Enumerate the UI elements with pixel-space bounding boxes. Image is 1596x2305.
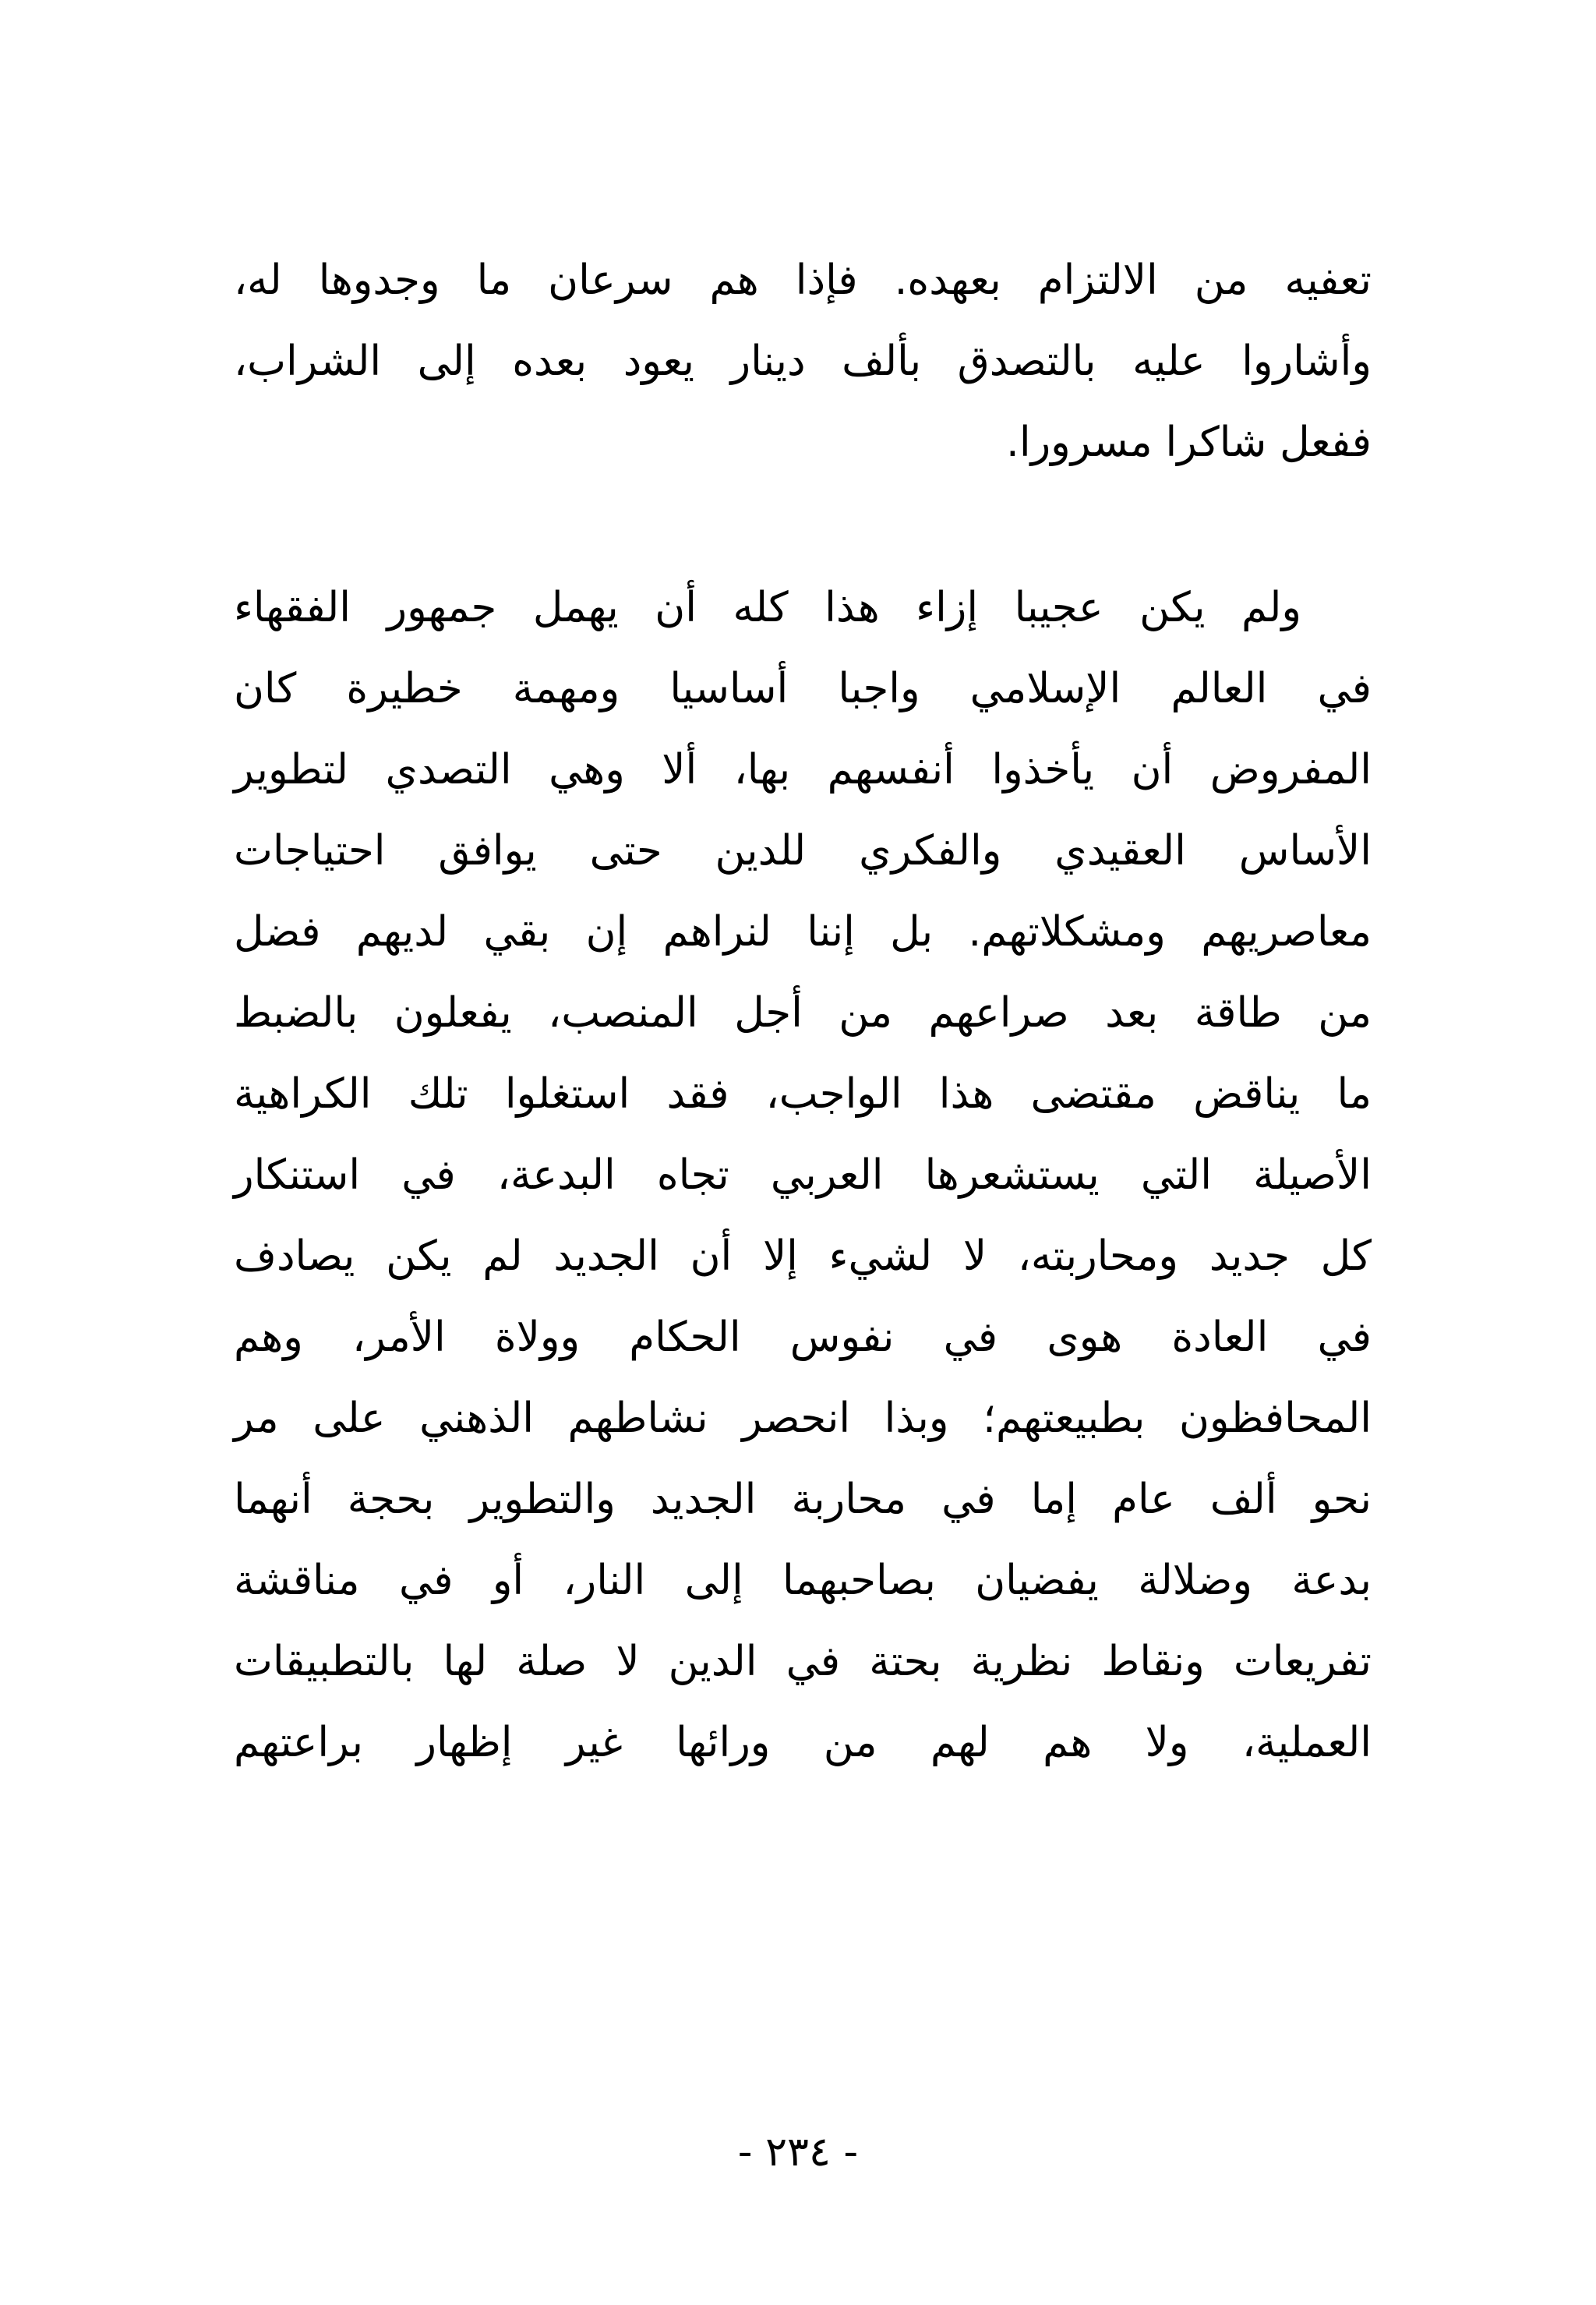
text-line: العملية، ولا هم لهم من ورائها غير إظهار براعتهم xyxy=(234,1719,1372,1766)
text-line: من طاقة بعد صراعهم من أجل المنصب، يفعلون بالضبط xyxy=(234,989,1372,1037)
text-line: ففعل شاكرا مسرورا. xyxy=(1006,419,1372,466)
text-line: الأساس العقيدي والفكري للدين حتى يوافق احتياجات xyxy=(234,827,1372,875)
text-line: في العادة هوى في نفوس الحكام وولاة الأمر، وهم xyxy=(234,1313,1372,1361)
text-line: وأشاروا عليه بالتصدق بألف دينار يعود بعده إلى الشراب، xyxy=(234,338,1372,385)
paragraph-2 xyxy=(234,567,1372,1784)
text-line: المفروض أن يأخذوا أنفسهم بها، ألا وهي التصدي لتطوير xyxy=(234,746,1372,794)
text-line: نحو ألف عام إما في محاربة الجديد والتطوير بحجة أنهما xyxy=(234,1476,1372,1523)
paragraph-1 xyxy=(234,240,1372,483)
page-number: - ٢٣٤ - xyxy=(737,2129,859,2176)
text-line: ما يناقض مقتضى هذا الواجب، فقد استغلوا تلك الكراهية xyxy=(234,1070,1372,1118)
text-line: كل جديد ومحاربته، لا لشيء إلا أن الجديد لم يكن يصادف xyxy=(234,1232,1372,1280)
text-line: الأصيلة التي يستشعرها العربي تجاه البدعة، في استنكار xyxy=(234,1151,1372,1199)
text-line: ولم يكن عجيبا إزاء هذا كله أن يهمل جمهور الفقهاء xyxy=(234,584,1301,631)
text-line: بدعة وضلالة يفضيان بصاحبهما إلى النار، أو في مناقشة xyxy=(234,1557,1372,1604)
text-line: تفريعات ونقاط نظرية بحتة في الدين لا صلة لها بالتطبيقات xyxy=(234,1638,1372,1685)
text-line: معاصريهم ومشكلاتهم. بل إننا لنراهم إن بقي لديهم فضل xyxy=(234,908,1372,956)
text-line: المحافظون بطبيعتهم؛ وبذا انحصر نشاطهم الذهني على مر xyxy=(234,1395,1372,1442)
text-line: تعفيه من الالتزام بعهده. فإذا هم سرعان ما وجدوها له، xyxy=(234,256,1372,304)
text-line: في العالم الإسلامي واجبا أساسيا ومهمة خطيرة كان xyxy=(234,665,1372,712)
